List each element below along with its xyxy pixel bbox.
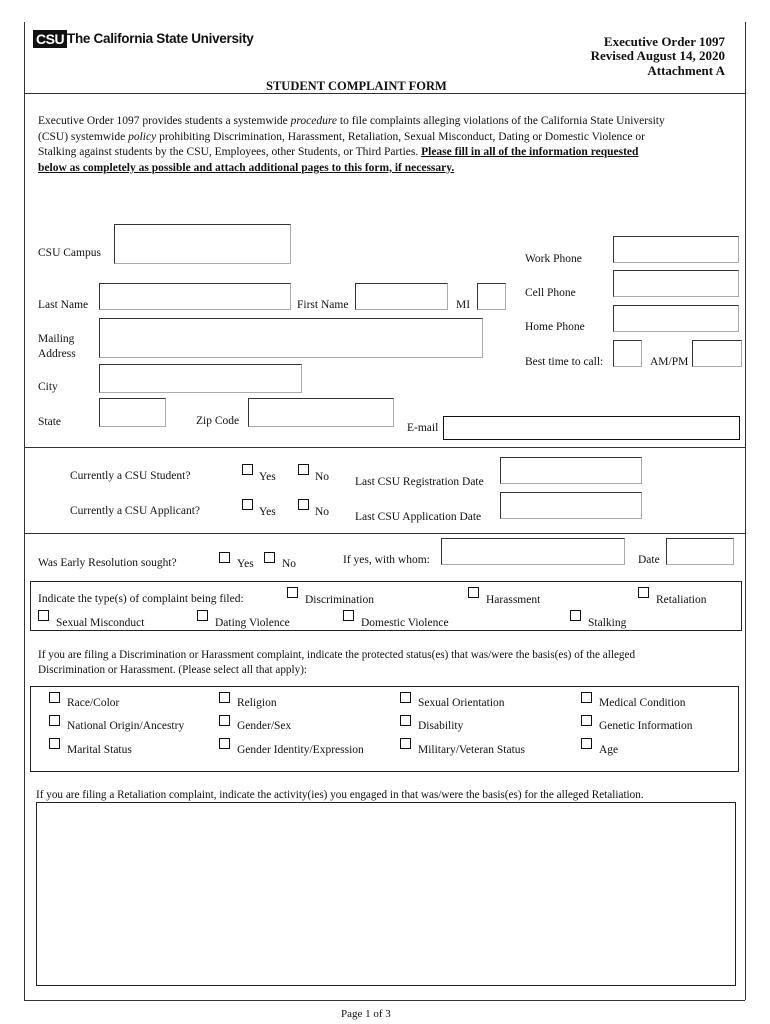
intro-paragraph bbox=[38, 114, 738, 176]
csu-logo-mark: CSU bbox=[33, 30, 67, 48]
genetic-information-checkbox[interactable] bbox=[581, 715, 592, 726]
registration-date-field[interactable] bbox=[500, 457, 642, 484]
religion-checkbox[interactable] bbox=[219, 692, 230, 703]
page-frame-right bbox=[745, 22, 746, 1000]
early-date-label: Date bbox=[638, 554, 660, 566]
disability-label: Disability bbox=[418, 720, 464, 732]
application-date-label: Last CSU Application Date bbox=[355, 511, 482, 523]
intro-text: Executive Order 1097 provides students a systemwide bbox=[38, 115, 291, 127]
intro-emphasis: policy bbox=[128, 130, 157, 143]
city-label: City bbox=[38, 381, 58, 393]
home-phone-label: Home Phone bbox=[525, 321, 585, 333]
mailing-address-field[interactable] bbox=[99, 318, 483, 358]
retaliation-prompt: If you are filing a Retaliation complaint, indicate the activity(ies) you engaged in that was/were the basis(es) for the alleged Retaliation. bbox=[36, 789, 644, 801]
last-name-field[interactable] bbox=[99, 283, 291, 310]
harassment-label: Harassment bbox=[486, 594, 541, 606]
military-veteran-checkbox[interactable] bbox=[400, 738, 411, 749]
harassment-checkbox[interactable] bbox=[468, 587, 479, 598]
applicant-yes-label: Yes bbox=[259, 506, 276, 518]
registration-date-label: Last CSU Registration Date bbox=[355, 476, 484, 488]
marital-status-checkbox[interactable] bbox=[49, 738, 60, 749]
form-title: STUDENT COMPLAINT FORM bbox=[266, 79, 447, 93]
gender-sex-label: Gender/Sex bbox=[237, 720, 292, 732]
applicant-no-checkbox[interactable] bbox=[298, 499, 309, 510]
stalking-label: Stalking bbox=[588, 617, 627, 629]
ampm-field[interactable] bbox=[692, 340, 742, 367]
intro-text: to file complaints alleging violations of the California State University bbox=[337, 115, 665, 127]
protected-prompt-line2: Discrimination or Harassment. (Please select all that apply): bbox=[38, 664, 308, 676]
disability-checkbox[interactable] bbox=[400, 715, 411, 726]
with-whom-field[interactable] bbox=[441, 538, 625, 565]
applicant-yes-checkbox[interactable] bbox=[242, 499, 253, 510]
religion-label: Religion bbox=[237, 697, 277, 709]
medical-condition-checkbox[interactable] bbox=[581, 692, 592, 703]
intro-text: Stalking against students by the CSU, Employees, other Students, or Third Parties. bbox=[38, 146, 422, 158]
cell-phone-field[interactable] bbox=[613, 270, 739, 297]
student-no-label: No bbox=[315, 471, 330, 483]
early-no-label: No bbox=[282, 558, 297, 570]
discrimination-label: Discrimination bbox=[305, 594, 374, 606]
complaint-types-prompt: Indicate the type(s) of complaint being filed: bbox=[38, 593, 244, 605]
zip-field[interactable] bbox=[248, 398, 394, 427]
dating-violence-label: Dating Violence bbox=[215, 617, 290, 629]
sexual-misconduct-label: Sexual Misconduct bbox=[56, 617, 145, 629]
sexual-orientation-label: Sexual Orientation bbox=[418, 697, 505, 709]
gender-identity-checkbox[interactable] bbox=[219, 738, 230, 749]
csu-logo-text: The California State University bbox=[67, 31, 254, 46]
intro-instruction: Please fill in all of the information requested bbox=[421, 146, 639, 158]
discrimination-checkbox[interactable] bbox=[287, 587, 298, 598]
address-label: Address bbox=[38, 348, 76, 360]
student-yes-checkbox[interactable] bbox=[242, 464, 253, 475]
email-field[interactable] bbox=[443, 416, 740, 440]
header-attachment: Attachment A bbox=[647, 63, 725, 78]
header-order: Executive Order 1097 bbox=[603, 34, 725, 49]
intro-instruction: below as completely as possible and attach additional pages to this form, if necessary. bbox=[38, 161, 455, 174]
applicant-question: Currently a CSU Applicant? bbox=[70, 505, 200, 517]
application-date-field[interactable] bbox=[500, 492, 642, 519]
retaliation-activity-textarea[interactable] bbox=[36, 802, 736, 986]
gender-identity-label: Gender Identity/Expression bbox=[237, 744, 364, 756]
student-yes-label: Yes bbox=[259, 471, 276, 483]
age-checkbox[interactable] bbox=[581, 738, 592, 749]
dating-violence-checkbox[interactable] bbox=[197, 610, 208, 621]
marital-status-label: Marital Status bbox=[67, 744, 132, 756]
with-whom-label: If yes, with whom: bbox=[343, 554, 430, 566]
first-name-label: First Name bbox=[297, 299, 349, 311]
retaliation-label: Retaliation bbox=[656, 594, 707, 606]
applicant-no-label: No bbox=[315, 506, 330, 518]
medical-condition-label: Medical Condition bbox=[599, 697, 686, 709]
early-yes-label: Yes bbox=[237, 558, 254, 570]
work-phone-field[interactable] bbox=[613, 236, 739, 263]
state-label: State bbox=[38, 416, 61, 428]
campus-label: CSU Campus bbox=[38, 247, 101, 259]
header-revised: Revised August 14, 2020 bbox=[590, 48, 725, 63]
page-frame-left bbox=[24, 22, 25, 1000]
first-name-field[interactable] bbox=[355, 283, 448, 310]
protected-prompt-line1: If you are filing a Discrimination or Harassment complaint, indicate the protected status(es) that was/were the basis(es) of the alleged bbox=[38, 649, 636, 661]
page-frame-bottom bbox=[24, 1000, 745, 1001]
best-time-field[interactable] bbox=[613, 340, 642, 367]
home-phone-field[interactable] bbox=[613, 305, 739, 332]
intro-text: prohibiting Discrimination, Harassment, Retaliation, Sexual Misconduct, Dating or Domestic Violence or bbox=[156, 130, 645, 143]
national-origin-label: National Origin/Ancestry bbox=[67, 720, 185, 732]
early-yes-checkbox[interactable] bbox=[219, 552, 230, 563]
race-label: Race/Color bbox=[67, 697, 120, 709]
early-no-checkbox[interactable] bbox=[264, 552, 275, 563]
city-field[interactable] bbox=[99, 364, 302, 393]
genetic-information-label: Genetic Information bbox=[599, 720, 693, 732]
work-phone-label: Work Phone bbox=[525, 253, 582, 265]
last-name-label: Last Name bbox=[38, 299, 89, 311]
military-veteran-label: Military/Veteran Status bbox=[418, 744, 525, 756]
status-divider bbox=[24, 533, 745, 534]
ampm-label: AM/PM bbox=[650, 356, 689, 368]
mi-field[interactable] bbox=[477, 283, 506, 310]
gender-sex-checkbox[interactable] bbox=[219, 715, 230, 726]
age-label: Age bbox=[599, 744, 619, 756]
race-checkbox[interactable] bbox=[49, 692, 60, 703]
zip-label: Zip Code bbox=[196, 415, 240, 427]
mailing-label: Mailing bbox=[38, 333, 75, 345]
national-origin-checkbox[interactable] bbox=[49, 715, 60, 726]
domestic-violence-label: Domestic Violence bbox=[361, 617, 449, 629]
header-divider bbox=[24, 93, 745, 94]
student-no-checkbox[interactable] bbox=[298, 464, 309, 475]
sexual-misconduct-checkbox[interactable] bbox=[38, 610, 49, 621]
page-number: Page 1 of 3 bbox=[341, 1008, 391, 1020]
retaliation-checkbox[interactable] bbox=[638, 587, 649, 598]
intro-emphasis: procedure bbox=[290, 115, 338, 127]
stalking-checkbox[interactable] bbox=[570, 610, 581, 621]
state-field[interactable] bbox=[99, 398, 166, 427]
intro-text: (CSU) systemwide bbox=[38, 130, 129, 143]
early-resolution-question: Was Early Resolution sought? bbox=[38, 557, 177, 569]
email-label: E-mail bbox=[407, 422, 439, 434]
cell-phone-label: Cell Phone bbox=[525, 287, 576, 299]
best-time-label: Best time to call: bbox=[525, 356, 604, 368]
early-date-field[interactable] bbox=[666, 538, 734, 565]
campus-field[interactable] bbox=[114, 224, 291, 264]
student-question: Currently a CSU Student? bbox=[70, 470, 191, 482]
sexual-orientation-checkbox[interactable] bbox=[400, 692, 411, 703]
contact-divider bbox=[24, 447, 745, 448]
mi-label: MI bbox=[456, 299, 471, 311]
domestic-violence-checkbox[interactable] bbox=[343, 610, 354, 621]
